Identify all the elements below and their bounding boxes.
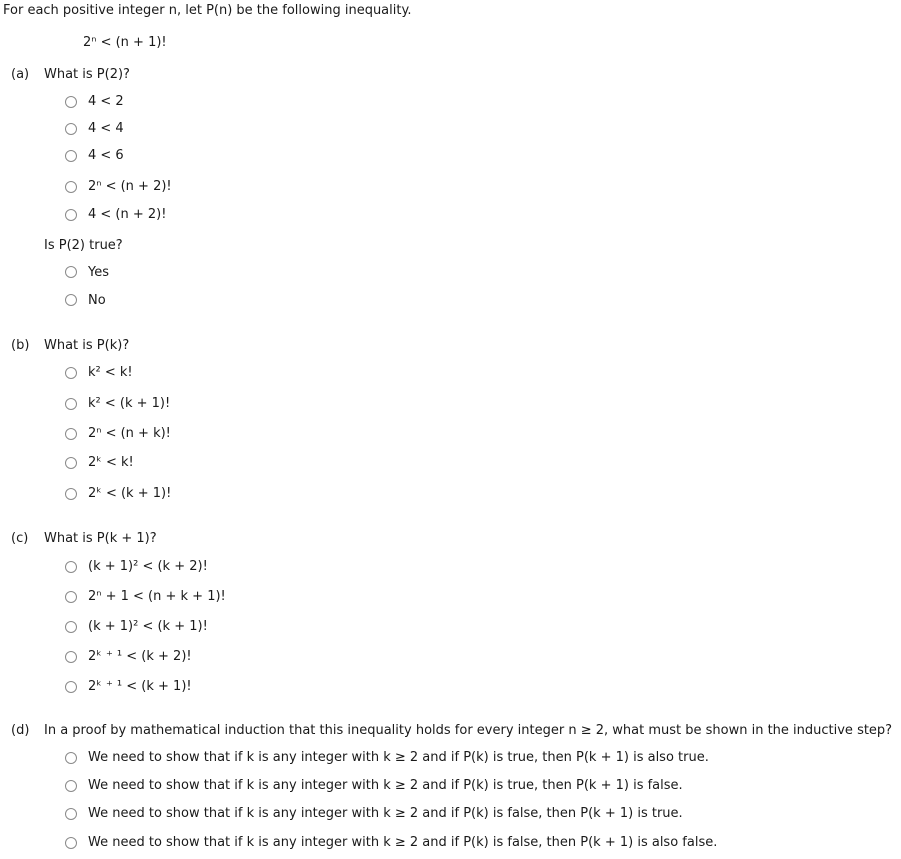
part-b-option-2: k² < (k + 1)!: [88, 396, 171, 411]
part-d-option-2: We need to show that if k is any integer with k ≥ 2 and if P(k) is true, then P(k + 1) is false.: [88, 778, 683, 793]
part-d-option-2-radio[interactable]: [65, 780, 77, 792]
part-c-option-1-radio[interactable]: [65, 561, 77, 573]
part-d-option-1-radio[interactable]: [65, 752, 77, 764]
part-d-option-1: We need to show that if k is any integer with k ≥ 2 and if P(k) is true, then P(k + 1) is also true.: [88, 750, 709, 765]
part-c-option-5-radio[interactable]: [65, 681, 77, 693]
part-b-option-3: 2ⁿ < (n + k)!: [88, 426, 171, 441]
part-b-option-5: 2ᵏ < (k + 1)!: [88, 486, 172, 501]
part-a-option-1: 4 < 2: [88, 94, 124, 109]
part-a-option-5: 4 < (n + 2)!: [88, 207, 167, 222]
part-a-question: What is P(2)?: [44, 67, 130, 82]
part-b-label: (b): [11, 338, 30, 353]
part-c-option-2-radio[interactable]: [65, 591, 77, 603]
part-a-yes-radio[interactable]: [65, 266, 77, 278]
part-c-option-5: 2ᵏ ⁺ ¹ < (k + 1)!: [88, 679, 192, 694]
part-a-no-radio[interactable]: [65, 294, 77, 306]
part-c-option-2: 2ⁿ + 1 < (n + k + 1)!: [88, 589, 226, 604]
part-c-option-3: (k + 1)² < (k + 1)!: [88, 619, 208, 634]
part-b-option-4-radio[interactable]: [65, 457, 77, 469]
part-c-option-4-radio[interactable]: [65, 651, 77, 663]
part-b-option-1: k² < k!: [88, 365, 133, 380]
part-b-option-2-radio[interactable]: [65, 398, 77, 410]
part-d-label: (d): [11, 723, 30, 738]
part-a-yes: Yes: [88, 265, 109, 280]
part-c-option-3-radio[interactable]: [65, 621, 77, 633]
part-a-option-2: 4 < 4: [88, 121, 124, 136]
part-d-option-3-radio[interactable]: [65, 808, 77, 820]
part-c-option-4: 2ᵏ ⁺ ¹ < (k + 2)!: [88, 649, 192, 664]
intro-inequality: 2ⁿ < (n + 1)!: [83, 35, 167, 50]
part-c-question: What is P(k + 1)?: [44, 531, 157, 546]
part-a-no: No: [88, 293, 106, 308]
part-a-option-5-radio[interactable]: [65, 209, 77, 221]
part-a-option-3: 4 < 6: [88, 148, 124, 163]
part-a-label: (a): [11, 67, 30, 82]
part-b-option-1-radio[interactable]: [65, 367, 77, 379]
part-a-option-4: 2ⁿ < (n + 2)!: [88, 179, 172, 194]
part-b-option-4: 2ᵏ < k!: [88, 455, 134, 470]
part-b-question: What is P(k)?: [44, 338, 130, 353]
part-b-option-3-radio[interactable]: [65, 428, 77, 440]
part-b-option-5-radio[interactable]: [65, 488, 77, 500]
part-a-subquestion: Is P(2) true?: [44, 238, 123, 253]
part-a-option-4-radio[interactable]: [65, 181, 77, 193]
part-c-option-1: (k + 1)² < (k + 2)!: [88, 559, 208, 574]
part-a-option-3-radio[interactable]: [65, 150, 77, 162]
part-d-question: In a proof by mathematical induction that this inequality holds for every integer n ≥ 2, what must be shown in the inductive step?: [44, 723, 893, 738]
part-a-option-1-radio[interactable]: [65, 96, 77, 108]
intro-text: For each positive integer n, let P(n) be the following inequality.: [3, 3, 412, 18]
part-d-option-4: We need to show that if k is any integer with k ≥ 2 and if P(k) is false, then P(k + 1) is also false.: [88, 835, 718, 850]
part-a-option-2-radio[interactable]: [65, 123, 77, 135]
part-d-option-3: We need to show that if k is any integer with k ≥ 2 and if P(k) is false, then P(k + 1) is true.: [88, 806, 683, 821]
part-d-option-4-radio[interactable]: [65, 837, 77, 849]
part-c-label: (c): [11, 531, 29, 546]
